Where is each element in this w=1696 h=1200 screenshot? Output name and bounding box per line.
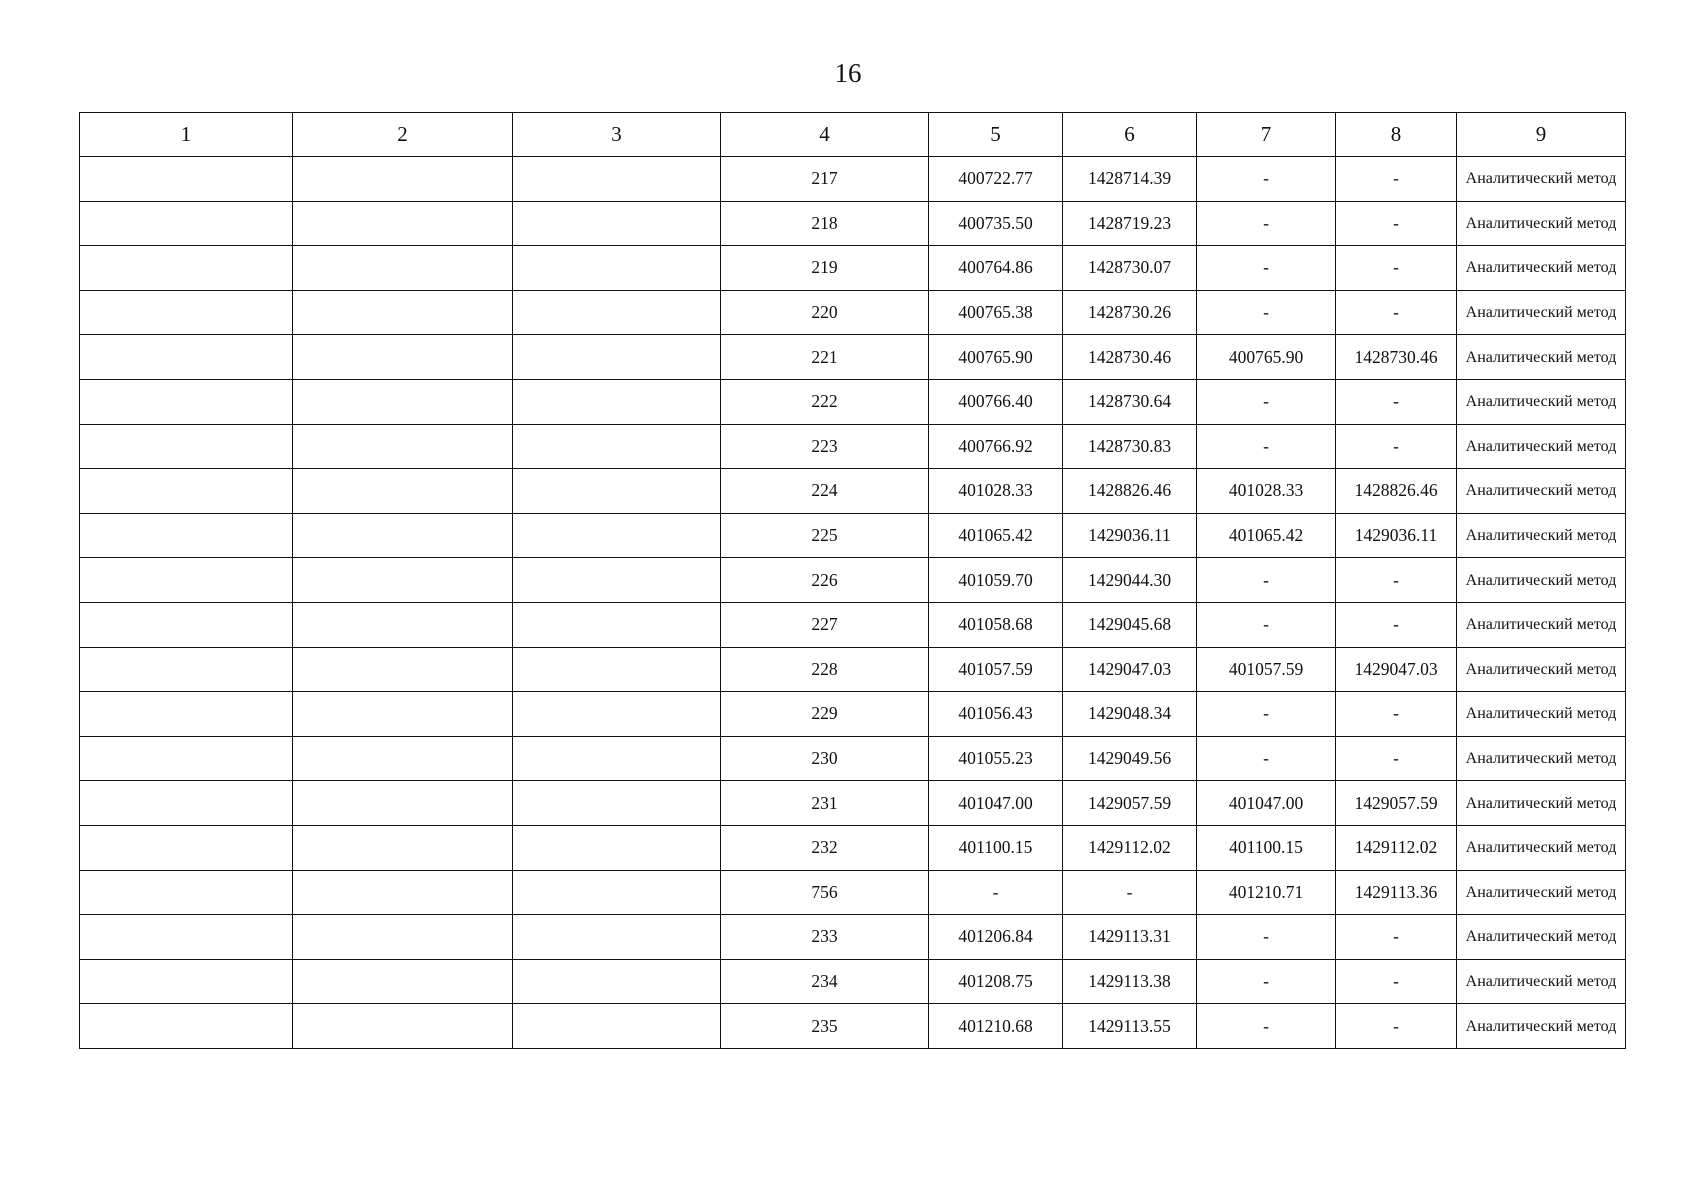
table-cell-col-1: [80, 1004, 293, 1049]
table-cell-col-4: 232: [721, 825, 929, 870]
table-cell-col-3: [513, 825, 721, 870]
table-cell-col-5: 400722.77: [929, 157, 1063, 202]
table-cell-col-2: [293, 379, 513, 424]
method-cell: Аналитический метод: [1457, 424, 1626, 469]
table-row: [80, 513, 1626, 558]
table-cell-col-2: [293, 201, 513, 246]
table-row: [80, 870, 1626, 915]
table-cell-col-3: [513, 290, 721, 335]
table-cell-col-5: 401056.43: [929, 692, 1063, 737]
table-cell-col-4: 234: [721, 959, 929, 1004]
table-cell-col-6: 1429113.31: [1063, 915, 1197, 960]
table-cell-col-6: -: [1063, 870, 1197, 915]
table-cell-col-3: [513, 469, 721, 514]
table-cell-col-1: [80, 424, 293, 469]
method-cell: Аналитический метод: [1457, 379, 1626, 424]
table-cell-col-1: [80, 915, 293, 960]
table-cell-col-1: [80, 157, 293, 202]
table-cell-col-4: 230: [721, 736, 929, 781]
table-cell-col-5: 401208.75: [929, 959, 1063, 1004]
table-cell-col-5: 401058.68: [929, 602, 1063, 647]
table-row: [80, 335, 1626, 380]
table-cell-col-4: 756: [721, 870, 929, 915]
table-cell-col-8: -: [1336, 424, 1457, 469]
table-cell-col-7: 401028.33: [1197, 469, 1336, 514]
method-cell: Аналитический метод: [1457, 335, 1626, 380]
table-cell-col-3: [513, 201, 721, 246]
table-cell-col-2: [293, 825, 513, 870]
table-cell-col-2: [293, 513, 513, 558]
table-cell-col-3: [513, 915, 721, 960]
table-cell-col-3: [513, 781, 721, 826]
table-row: [80, 424, 1626, 469]
table-cell-col-7: -: [1197, 915, 1336, 960]
column-header-8: 8: [1336, 113, 1457, 157]
method-cell: Аналитический метод: [1457, 602, 1626, 647]
table-cell-col-6: 1429049.56: [1063, 736, 1197, 781]
table-cell-col-3: [513, 647, 721, 692]
table-cell-col-4: 218: [721, 201, 929, 246]
table-cell-col-6: 1429113.55: [1063, 1004, 1197, 1049]
table-cell-col-4: 228: [721, 647, 929, 692]
table-cell-col-8: -: [1336, 915, 1457, 960]
table-cell-col-2: [293, 870, 513, 915]
table-cell-col-3: [513, 558, 721, 603]
table-cell-col-6: 1429036.11: [1063, 513, 1197, 558]
table-cell-col-5: 400765.90: [929, 335, 1063, 380]
table-cell-col-5: 401065.42: [929, 513, 1063, 558]
table-row: [80, 915, 1626, 960]
table-cell-col-4: 220: [721, 290, 929, 335]
table-cell-col-7: -: [1197, 201, 1336, 246]
table-cell-col-6: 1428730.64: [1063, 379, 1197, 424]
table-body: [80, 157, 1626, 1049]
table-cell-col-5: 401057.59: [929, 647, 1063, 692]
table-cell-col-7: 401047.00: [1197, 781, 1336, 826]
method-cell: Аналитический метод: [1457, 157, 1626, 202]
table-cell-col-1: [80, 469, 293, 514]
table-row: [80, 736, 1626, 781]
method-cell: Аналитический метод: [1457, 825, 1626, 870]
table-cell-col-1: [80, 692, 293, 737]
table-cell-col-3: [513, 157, 721, 202]
table-cell-col-2: [293, 157, 513, 202]
method-cell: Аналитический метод: [1457, 558, 1626, 603]
table-cell-col-8: 1429113.36: [1336, 870, 1457, 915]
table-cell-col-5: 400764.86: [929, 246, 1063, 291]
column-header-2: 2: [293, 113, 513, 157]
table-cell-col-5: 401100.15: [929, 825, 1063, 870]
table-cell-col-8: -: [1336, 692, 1457, 737]
table-row: [80, 379, 1626, 424]
table-cell-col-8: -: [1336, 157, 1457, 202]
table-cell-col-7: -: [1197, 290, 1336, 335]
table-cell-col-8: -: [1336, 290, 1457, 335]
table-row: [80, 1004, 1626, 1049]
table-row: [80, 290, 1626, 335]
table-cell-col-1: [80, 959, 293, 1004]
table-cell-col-6: 1429112.02: [1063, 825, 1197, 870]
table-row: [80, 825, 1626, 870]
table-cell-col-1: [80, 246, 293, 291]
table-cell-col-8: -: [1336, 558, 1457, 603]
table-cell-col-4: 225: [721, 513, 929, 558]
table-cell-col-3: [513, 692, 721, 737]
table-cell-col-5: 400766.40: [929, 379, 1063, 424]
table-cell-col-7: 401057.59: [1197, 647, 1336, 692]
table-cell-col-8: -: [1336, 1004, 1457, 1049]
table-cell-col-5: 401055.23: [929, 736, 1063, 781]
table-cell-col-4: 221: [721, 335, 929, 380]
table-cell-col-3: [513, 736, 721, 781]
table-cell-col-7: -: [1197, 736, 1336, 781]
table-cell-col-3: [513, 602, 721, 647]
table-cell-col-6: 1429047.03: [1063, 647, 1197, 692]
table-cell-col-1: [80, 736, 293, 781]
table-cell-col-2: [293, 335, 513, 380]
table-cell-col-3: [513, 424, 721, 469]
table-cell-col-4: 226: [721, 558, 929, 603]
table-cell-col-8: 1428730.46: [1336, 335, 1457, 380]
method-cell: Аналитический метод: [1457, 290, 1626, 335]
table-cell-col-4: 235: [721, 1004, 929, 1049]
method-cell: Аналитический метод: [1457, 246, 1626, 291]
table-row: [80, 781, 1626, 826]
method-cell: Аналитический метод: [1457, 1004, 1626, 1049]
table-cell-col-8: -: [1336, 959, 1457, 1004]
table-cell-col-7: -: [1197, 692, 1336, 737]
table-cell-col-2: [293, 692, 513, 737]
column-header-9: 9: [1457, 113, 1626, 157]
table-cell-col-7: 401100.15: [1197, 825, 1336, 870]
table-cell-col-2: [293, 647, 513, 692]
method-cell: Аналитический метод: [1457, 736, 1626, 781]
column-header-5: 5: [929, 113, 1063, 157]
method-cell: Аналитический метод: [1457, 959, 1626, 1004]
table-cell-col-5: -: [929, 870, 1063, 915]
table-cell-col-6: 1428719.23: [1063, 201, 1197, 246]
table-cell-col-4: 223: [721, 424, 929, 469]
table-cell-col-1: [80, 781, 293, 826]
table-cell-col-5: 401059.70: [929, 558, 1063, 603]
table-cell-col-1: [80, 379, 293, 424]
table-cell-col-4: 219: [721, 246, 929, 291]
column-header-7: 7: [1197, 113, 1336, 157]
table-cell-col-6: 1428826.46: [1063, 469, 1197, 514]
table-cell-col-1: [80, 647, 293, 692]
table-cell-col-1: [80, 602, 293, 647]
column-header-3: 3: [513, 113, 721, 157]
table-cell-col-5: 400735.50: [929, 201, 1063, 246]
table-cell-col-8: -: [1336, 736, 1457, 781]
table-row: [80, 558, 1626, 603]
table-cell-col-2: [293, 246, 513, 291]
table-cell-col-2: [293, 290, 513, 335]
table-cell-col-8: 1429047.03: [1336, 647, 1457, 692]
table-cell-col-4: 233: [721, 915, 929, 960]
table-cell-col-5: 401047.00: [929, 781, 1063, 826]
table-cell-col-3: [513, 335, 721, 380]
table-cell-col-1: [80, 870, 293, 915]
table-cell-col-8: 1429036.11: [1336, 513, 1457, 558]
table-cell-col-1: [80, 825, 293, 870]
table-cell-col-6: 1429044.30: [1063, 558, 1197, 603]
method-cell: Аналитический метод: [1457, 469, 1626, 514]
table-cell-col-2: [293, 558, 513, 603]
table-row: [80, 647, 1626, 692]
table-cell-col-5: 401206.84: [929, 915, 1063, 960]
table-cell-col-6: 1428730.46: [1063, 335, 1197, 380]
table-cell-col-7: -: [1197, 602, 1336, 647]
table-row: [80, 157, 1626, 202]
table-row: [80, 692, 1626, 737]
table-cell-col-7: -: [1197, 959, 1336, 1004]
table-cell-col-1: [80, 513, 293, 558]
table-cell-col-5: 400766.92: [929, 424, 1063, 469]
table-cell-col-4: 227: [721, 602, 929, 647]
table-cell-col-6: 1428730.83: [1063, 424, 1197, 469]
table-cell-col-6: 1428730.07: [1063, 246, 1197, 291]
table-cell-col-3: [513, 379, 721, 424]
table-cell-col-7: -: [1197, 246, 1336, 291]
table-cell-col-3: [513, 1004, 721, 1049]
table-cell-col-7: 401210.71: [1197, 870, 1336, 915]
table-row: [80, 602, 1626, 647]
table-cell-col-8: -: [1336, 246, 1457, 291]
table-cell-col-6: 1429113.38: [1063, 959, 1197, 1004]
column-header-1: 1: [80, 113, 293, 157]
table-cell-col-7: -: [1197, 558, 1336, 603]
table-cell-col-3: [513, 513, 721, 558]
table-cell-col-7: -: [1197, 1004, 1336, 1049]
table-cell-col-7: -: [1197, 157, 1336, 202]
table-cell-col-6: 1429057.59: [1063, 781, 1197, 826]
table-cell-col-4: 222: [721, 379, 929, 424]
table-cell-col-5: 401028.33: [929, 469, 1063, 514]
table-cell-col-2: [293, 469, 513, 514]
method-cell: Аналитический метод: [1457, 781, 1626, 826]
table-header-row: [80, 113, 1626, 157]
table-cell-col-1: [80, 335, 293, 380]
table-cell-col-4: 231: [721, 781, 929, 826]
method-cell: Аналитический метод: [1457, 870, 1626, 915]
table-cell-col-8: -: [1336, 201, 1457, 246]
table-cell-col-3: [513, 870, 721, 915]
table-cell-col-3: [513, 246, 721, 291]
table-cell-col-8: 1429057.59: [1336, 781, 1457, 826]
table-cell-col-4: 229: [721, 692, 929, 737]
table-cell-col-6: 1428714.39: [1063, 157, 1197, 202]
table-cell-col-1: [80, 290, 293, 335]
coordinates-table: [79, 112, 1626, 1049]
table-cell-col-2: [293, 424, 513, 469]
table-cell-col-8: -: [1336, 379, 1457, 424]
table-cell-col-2: [293, 602, 513, 647]
table-cell-col-5: 401210.68: [929, 1004, 1063, 1049]
table-cell-col-6: 1429045.68: [1063, 602, 1197, 647]
table-cell-col-7: 400765.90: [1197, 335, 1336, 380]
table-cell-col-5: 400765.38: [929, 290, 1063, 335]
column-header-6: 6: [1063, 113, 1197, 157]
table-row: [80, 246, 1626, 291]
table-cell-col-2: [293, 959, 513, 1004]
method-cell: Аналитический метод: [1457, 692, 1626, 737]
table-cell-col-7: 401065.42: [1197, 513, 1336, 558]
table-row: [80, 959, 1626, 1004]
table-cell-col-1: [80, 558, 293, 603]
column-header-4: 4: [721, 113, 929, 157]
method-cell: Аналитический метод: [1457, 915, 1626, 960]
table-cell-col-1: [80, 201, 293, 246]
table-cell-col-2: [293, 1004, 513, 1049]
table-cell-col-8: -: [1336, 602, 1457, 647]
table-cell-col-2: [293, 736, 513, 781]
table-cell-col-6: 1429048.34: [1063, 692, 1197, 737]
table-cell-col-7: -: [1197, 379, 1336, 424]
table-cell-col-2: [293, 915, 513, 960]
table-cell-col-6: 1428730.26: [1063, 290, 1197, 335]
table-cell-col-8: 1429112.02: [1336, 825, 1457, 870]
table-cell-col-7: -: [1197, 424, 1336, 469]
table-cell-col-8: 1428826.46: [1336, 469, 1457, 514]
table-cell-col-4: 217: [721, 157, 929, 202]
table-cell-col-3: [513, 959, 721, 1004]
table-cell-col-4: 224: [721, 469, 929, 514]
table-row: [80, 469, 1626, 514]
method-cell: Аналитический метод: [1457, 201, 1626, 246]
table-cell-col-2: [293, 781, 513, 826]
method-cell: Аналитический метод: [1457, 647, 1626, 692]
page-number: 16: [834, 58, 862, 88]
method-cell: Аналитический метод: [1457, 513, 1626, 558]
table-row: [80, 201, 1626, 246]
